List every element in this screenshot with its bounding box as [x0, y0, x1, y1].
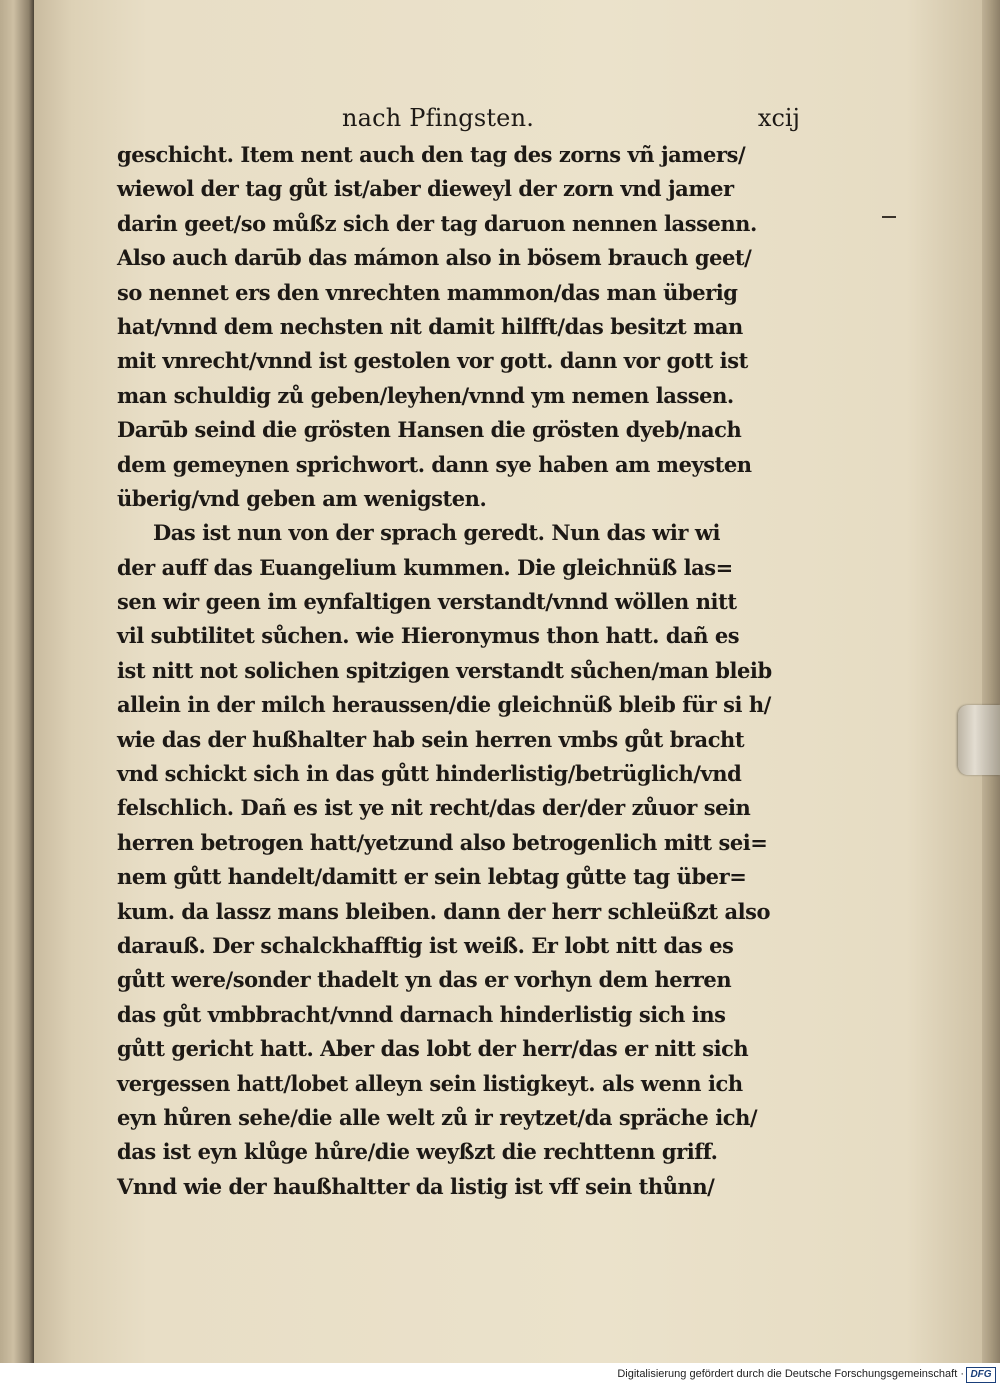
text-line: wiewol der tag gůt ist/aber dieweyl der zorn vnd jamer [117, 176, 734, 202]
text-line: wie das der hußhalter hab sein herren vmbs gůt bracht [117, 726, 745, 752]
right-page-edge [982, 0, 1000, 1363]
text-line: geschicht. Item nent auch den tag des zorns vñ jamers/ [117, 142, 746, 167]
text-line: darauß. Der schalckhafftig ist weiß. Er lobt nitt das es [117, 932, 734, 958]
text-line: vnd schickt sich in das gůtt hinderlistig/betrüglich/vnd [117, 761, 742, 787]
dfg-logo: DFG [966, 1367, 996, 1383]
text-line: Darūb seind die grösten Hansen die grösten dyeb/nach [117, 417, 742, 443]
text-line: felschlich. Dañ es ist ye nit recht/das der/der zůuor sein [117, 795, 751, 821]
text-line: hat/vnnd dem nechsten nit damit hilfft/das besitzt man [117, 313, 743, 339]
text-line: überig/vnd geben am wenigsten. [117, 485, 487, 511]
text-line: herren betrogen hatt/yetzund also betrogenlich mitt sei= [117, 829, 768, 855]
text-line: ist nitt not solichen spitzigen verstandt sůchen/man bleib [117, 657, 772, 683]
funding-credit: Digitalisierung gefördert durch die Deutsche Forschungsgemeinschaft · [617, 1368, 964, 1380]
text-line: darin geet/so můßz sich der tag daruon nennen lassenn. [117, 210, 757, 236]
text-line: Also auch darūb das mámon also in bösem brauch geet/ [117, 245, 752, 271]
text-line: so nennet ers den vnrechten mammon/das man überig [117, 279, 738, 305]
left-page-edge [0, 0, 34, 1363]
text-line: Vnnd wie der haußhaltter da listig ist vff sein thůnn/ [117, 1173, 715, 1199]
text-line: vil subtilitet sůchen. wie Hieronymus thon hatt. dañ es [117, 623, 740, 649]
footer-bar [0, 1363, 1000, 1387]
text-line: eyn hůren sehe/die alle welt zů ir reytzet/da spräche ich/ [117, 1104, 758, 1130]
text-line: das ist eyn klůge hůre/die weyßzt die rechttenn griff. [117, 1139, 718, 1165]
text-line: sen wir geen im eynfaltigen verstandt/vnnd wöllen nitt [117, 589, 737, 615]
text-line: gůtt were/sonder thadelt yn das er vorhyn dem herren [117, 967, 732, 993]
text-line: man schuldig zů geben/leyhen/vnnd ym nemen lassen. [117, 382, 734, 408]
text-line: kum. da lassz mans bleiben. dann der herr schleüßzt also [117, 898, 771, 924]
book-clip [958, 705, 1000, 775]
text-line: das gůt vmbbracht/vnnd darnach hinderlistig sich ins [117, 1001, 726, 1027]
text-line: dem gemeynen sprichwort. dann sye haben am meysten [117, 451, 752, 477]
margin-mark [882, 216, 896, 218]
text-line: nem gůtt handelt/damitt er sein lebtag gůtte tag über= [117, 864, 747, 890]
text-line: Das ist nun von der sprach geredt. Nun das wir wi [153, 520, 721, 546]
running-title: nach Pfingsten. [342, 104, 535, 132]
text-block [117, 138, 797, 1204]
page-header [120, 104, 800, 138]
text-line: der auff das Euangelium kummen. Die gleichnüß las= [117, 554, 733, 580]
text-line: gůtt gericht hatt. Aber das lobt der herr/das er nitt sich [117, 1036, 749, 1062]
text-line: allein in der milch heraussen/die gleichnüß bleib für si h/ [117, 692, 771, 718]
text-line: mit vnrecht/vnnd ist gestolen vor gott. dann vor gott ist [117, 348, 748, 374]
text-line: vergessen hatt/lobet alleyn sein listigkeyt. als wenn ich [117, 1070, 743, 1096]
folio-number: xcij [757, 104, 800, 132]
